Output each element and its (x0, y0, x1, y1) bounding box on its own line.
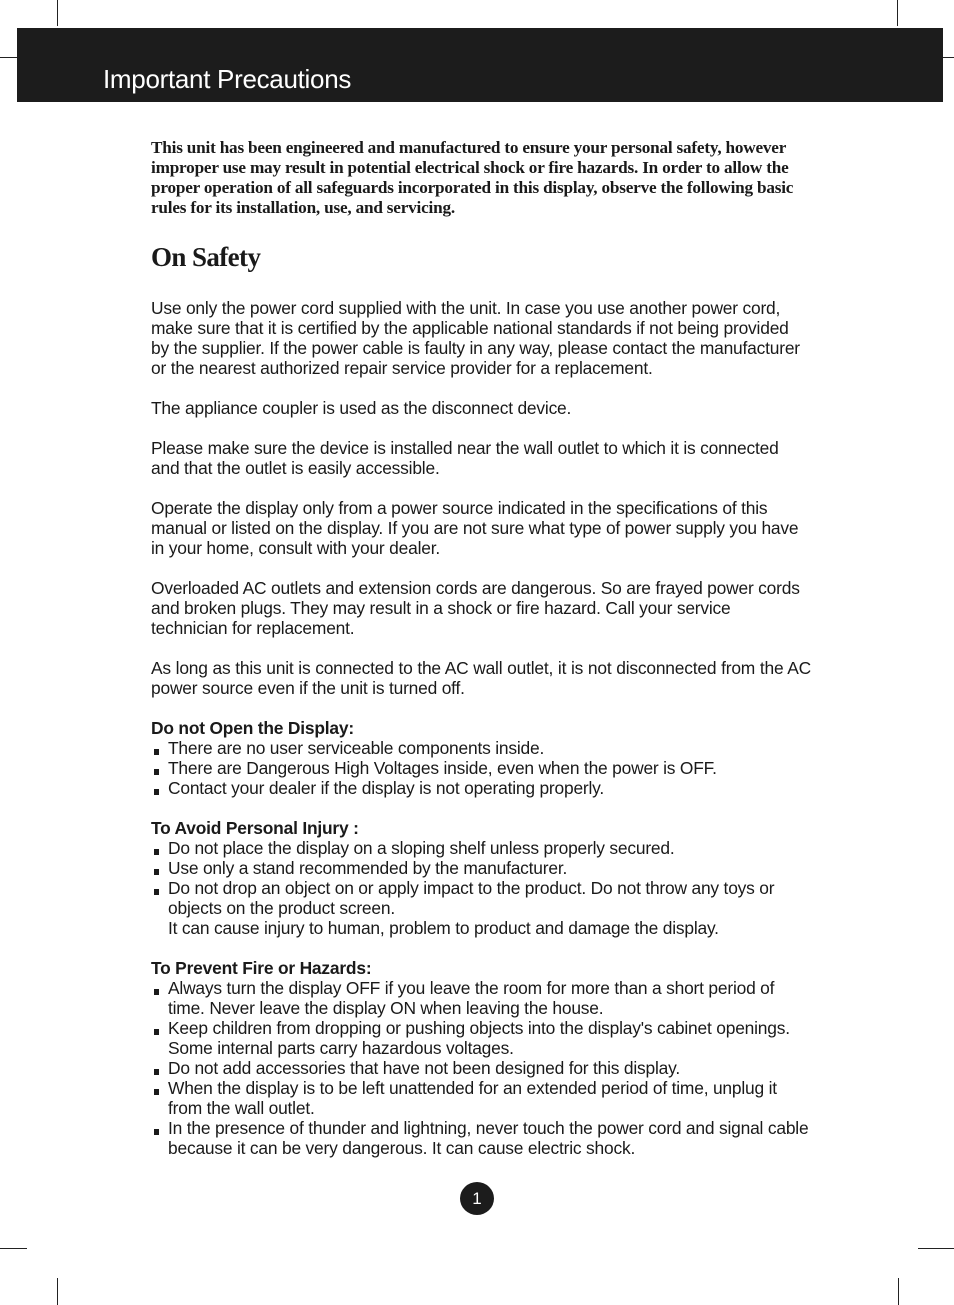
list-item: Do not place the display on a sloping shelf unless properly secured. (151, 838, 811, 858)
list-item: Use only a stand recommended by the manufacturer. (151, 858, 811, 878)
crop-mark (0, 57, 17, 58)
bullet-icon (154, 849, 159, 855)
list-item: Do not drop an object on or apply impact to the product. Do not throw any toys or objects on the product screen. It can cause injury to human, problem to product and damage the display. (151, 878, 811, 938)
subheading-avoid-injury: To Avoid Personal Injury : (151, 818, 359, 838)
paragraph-disconnect: As long as this unit is connected to the AC wall outlet, it is not disconnected from the AC power source even if the unit is turned off. (151, 658, 811, 698)
list-prevent-fire (151, 978, 811, 1158)
page-number-badge: 1 (460, 1182, 494, 1215)
bullet-icon (154, 1129, 159, 1135)
subheading-prevent-fire: To Prevent Fire or Hazards: (151, 958, 372, 978)
crop-mark (918, 1248, 954, 1249)
page-title: Important Precautions (103, 64, 352, 94)
bullet-icon (154, 789, 159, 795)
section-title: On Safety (151, 242, 261, 272)
bullet-icon (154, 1029, 159, 1035)
content (151, 138, 811, 1178)
list-item: In the presence of thunder and lightning, never touch the power cord and signal cable because it can be very dangerous. It can cause electric shock. (151, 1118, 811, 1158)
paragraph-overloaded-outlets: Overloaded AC outlets and extension cords are dangerous. So are frayed power cords and broken plugs. They may result in a shock or fire hazard. Call your service technician for replacement. (151, 578, 800, 638)
paragraph-power-cord: Use only the power cord supplied with the unit. In case you use another power cord, make sure that it is certified by the applicable national standards if not being provided by the supplier. If the power cable is faulty in any way, please contact the manufacturer or the nearest authorized repair service provider for a replacement. (151, 298, 800, 378)
crop-mark (898, 1278, 899, 1305)
list-do-not-open (151, 738, 811, 798)
paragraph-coupler: The appliance coupler is used as the disconnect device. (151, 398, 572, 418)
list-item: When the display is to be left unattended for an extended period of time, unplug it from the wall outlet. (151, 1078, 811, 1118)
list-item: Contact your dealer if the display is not operating properly. (151, 778, 811, 798)
bullet-icon (154, 1069, 159, 1075)
list-item: There are Dangerous High Voltages inside, even when the power is OFF. (151, 758, 811, 778)
subheading-do-not-open: Do not Open the Display: (151, 718, 354, 738)
crop-mark (897, 0, 898, 26)
bullet-icon (154, 989, 159, 995)
bullet-icon (154, 1089, 159, 1095)
crop-mark (57, 0, 58, 26)
list-item: Do not add accessories that have not been designed for this display. (151, 1058, 811, 1078)
list-avoid-injury (151, 838, 811, 938)
bullet-icon (154, 749, 159, 755)
intro-paragraph: This unit has been engineered and manufactured to ensure your personal safety, however improper use may result in potential electrical shock or fire hazards. In order to allow the proper operation of all safeguards incorporated in this display, observe the following basic rules for its installation, use, and servicing. (151, 138, 794, 217)
bullet-icon (154, 869, 159, 875)
header-band (17, 28, 943, 102)
paragraph-wall-outlet: Please make sure the device is installed near the wall outlet to which it is connected and that the outlet is easily accessible. (151, 438, 779, 478)
list-item: There are no user serviceable components inside. (151, 738, 811, 758)
list-item: Always turn the display OFF if you leave the room for more than a short period of time. Never leave the display ON when leaving the house. (151, 978, 811, 1018)
paragraph-power-source: Operate the display only from a power source indicated in the specifications of this manual or listed on the display. If you are not sure what type of power supply you have in your home, consult with your dealer. (151, 498, 799, 558)
bullet-icon (154, 769, 159, 775)
crop-mark (943, 57, 954, 58)
crop-mark (0, 1248, 27, 1249)
list-item: Keep children from dropping or pushing objects into the display's cabinet openings. Some internal parts carry hazardous voltages. (151, 1018, 811, 1058)
crop-mark (57, 1278, 58, 1305)
bullet-icon (154, 889, 159, 895)
